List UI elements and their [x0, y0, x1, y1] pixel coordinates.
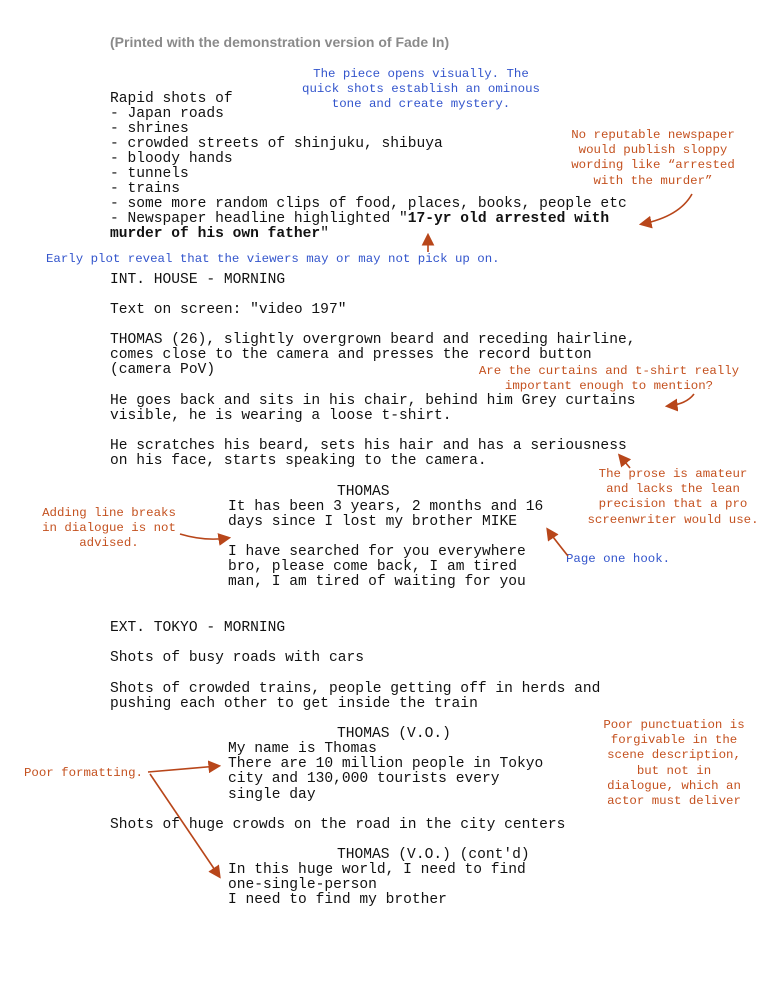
scene-heading: EXT. TOKYO - MORNING — [110, 620, 286, 636]
dialogue-block: In this huge world, I need to find one-single-person I need to find my brother — [228, 862, 526, 909]
note-formatting: Poor formatting. — [24, 766, 143, 780]
note-newspaper: No reputable newspaper would publish sloppy wording like “arrested with the murder” — [571, 128, 735, 188]
action-block: He scratches his beard, sets his hair and has a seriousness on his face, starts speaking to the camera. — [110, 438, 627, 470]
rapid-shots-title: Rapid shots of — [110, 91, 233, 107]
arrow-line-breaks — [180, 534, 228, 539]
dialogue-block: My name is Thomas There are 10 million people in Tokyo city and 130,000 tourists every single day — [228, 741, 544, 803]
action-block: He goes back and sits in his chair, behind him Grey curtains visible, he is wearing a loose t-shirt. — [110, 393, 636, 425]
note-line-breaks: Adding line breaks in dialogue is not advised. — [42, 506, 176, 551]
rapid-shot-item: - trains — [110, 181, 181, 197]
note-punctuation: Poor punctuation is forgivable in the scene description, but not in dialogue, which an actor must deliver — [603, 718, 745, 809]
arrow-formatting-2 — [150, 774, 219, 876]
scene-heading: INT. HOUSE - MORNING — [110, 272, 286, 288]
action-line: Shots of huge crowds on the road in the city centers — [110, 817, 566, 833]
headline-bold: 17-yr old arrested with — [407, 211, 610, 227]
headline-prefix: - Newspaper headline highlighted " — [110, 211, 408, 227]
action-line: Text on screen: "video 197" — [110, 302, 347, 318]
action-line: Shots of busy roads with cars — [110, 650, 364, 666]
note-page-one-hook: Page one hook. — [566, 552, 671, 566]
rapid-shot-item: - Japan roads — [110, 106, 224, 122]
character-cue: THOMAS (V.O.) — [337, 726, 451, 742]
note-early-reveal: Early plot reveal that the viewers may or may not pick up on. — [46, 252, 500, 266]
action-block: Shots of crowded trains, people getting off in herds and pushing each other to get inside the train — [110, 681, 601, 713]
rapid-shot-item: - bloody hands — [110, 151, 233, 167]
note-curtains: Are the curtains and t-shirt really important enough to mention? — [478, 364, 740, 394]
arrow-page-hook — [548, 530, 568, 556]
rapid-shot-item: - crowded streets of shinjuku, shibuya — [110, 136, 443, 152]
rapid-shot-item: - some more random clips of food, places, books, people etc — [110, 196, 627, 212]
headline-bold-2: murder of his own father — [110, 226, 321, 242]
demo-watermark-header: (Printed with the demonstration version of Fade In) — [110, 34, 450, 50]
arrow-prose — [620, 456, 630, 468]
dialogue-block: I have searched for you everywhere bro, please come back, I am tired man, I am tired of waiting for you — [228, 544, 526, 591]
rapid-shot-item: - shrines — [110, 121, 189, 137]
arrow-formatting-1 — [148, 766, 218, 772]
headline-suffix: " — [320, 226, 329, 242]
rapid-shot-item: - tunnels — [110, 166, 189, 182]
dialogue-block: It has been 3 years, 2 months and 16 days since I lost my brother MIKE — [228, 499, 544, 531]
arrow-curtains — [668, 394, 694, 406]
note-opens-visually: The piece opens visually. The quick shots establish an ominous tone and create mystery. — [302, 67, 540, 112]
arrow-newspaper — [642, 194, 692, 224]
character-cue: THOMAS — [337, 484, 390, 500]
action-block: THOMAS (26), slightly overgrown beard and receding hairline, comes close to the camera and presses the record button (camera PoV) — [110, 332, 636, 379]
character-cue: THOMAS (V.O.) (cont'd) — [337, 847, 530, 863]
note-prose: The prose is amateur and lacks the lean precision that a pro screenwriter would use. — [587, 467, 759, 527]
